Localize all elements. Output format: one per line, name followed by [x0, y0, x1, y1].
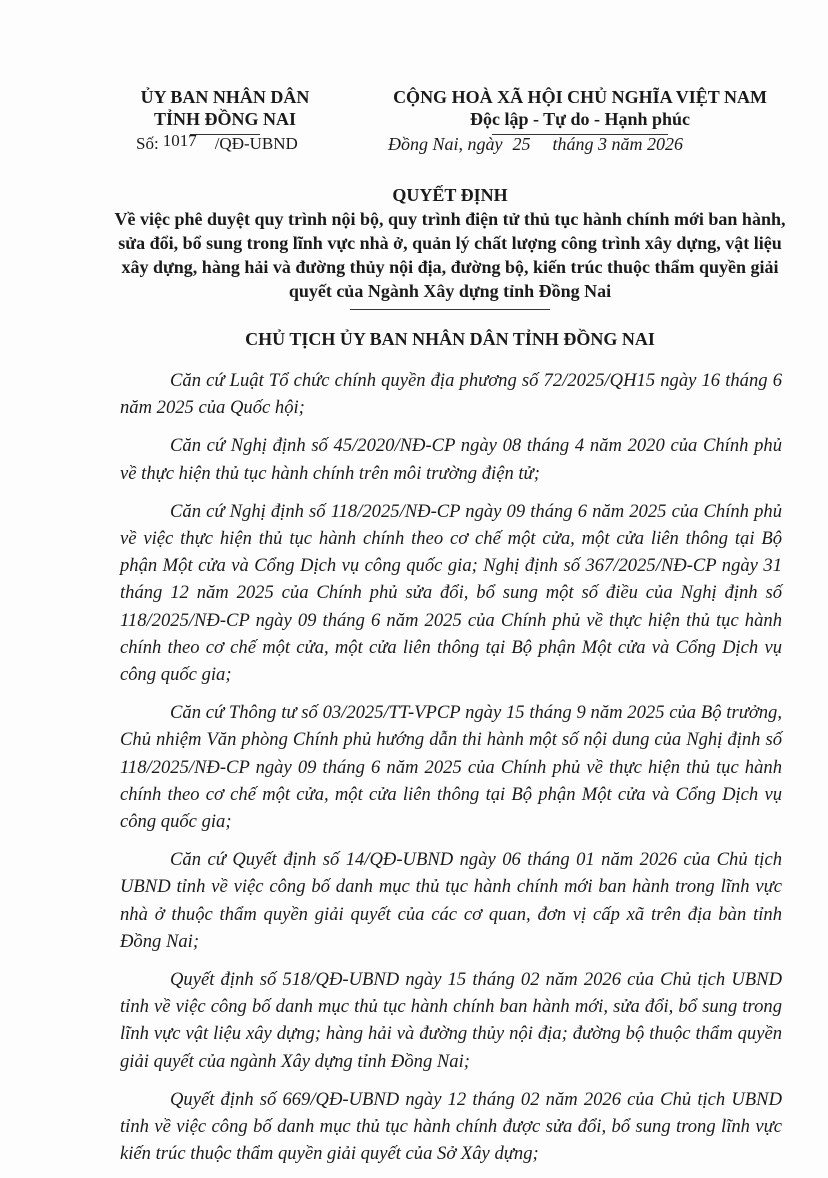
document-subtitle: [110, 207, 790, 310]
document-number: [136, 131, 298, 154]
date-prefix: Đồng Nai, ngày: [388, 134, 503, 154]
paragraph: Quyết định số 518/QĐ-UBND ngày 15 tháng 02 năm 2026 của Chủ tịch UBND tỉnh về việc công bố danh mục thủ tục hành chính ban hành mới, sửa đổi, bổ sung trong lĩnh vực vật liệu xây dựng; hàng hải và đường thủy nội địa; đường bộ thuộc thẩm quyền giải quyết của ngành Xây dựng tỉnh Đồng Nai;: [120, 969, 782, 1072]
number-label: Số:: [136, 134, 159, 153]
document-title: QUYẾT ĐỊNH: [392, 185, 508, 205]
document-date: [388, 134, 683, 155]
paragraph: Quyết định số 669/QĐ-UBND ngày 12 tháng 02 năm 2026 của Chủ tịch UBND tỉnh về việc công bố danh mục thủ tục hành chính được sửa đổi, bổ sung trong lĩnh vực kiến trúc thuộc thẩm quyền giải quyết của Sở Xây dựng;: [120, 1088, 782, 1165]
agency-line-1: ỦY BAN NHÂN DÂN: [140, 87, 310, 107]
paragraph: Căn cứ Luật Tổ chức chính quyền địa phương số 72/2025/QH15 ngày 16 tháng 6 năm 2025 của Quốc hội;: [120, 370, 782, 419]
paragraph: Căn cứ Quyết định số 14/QĐ-UBND ngày 06 tháng 01 năm 2026 của Chủ tịch UBND tỉnh về việc công bố danh mục thủ tục hành chính mới ban hành trong lĩnh vực nhà ở thuộc thẩm quyền giải quyết của các cơ quan, đơn vị cấp xã trên địa bàn tỉnh Đồng Nai;: [120, 849, 782, 952]
national-motto: [360, 86, 800, 135]
nation-line-1: CỘNG HOÀ XÃ HỘI CHỦ NGHĨA VIỆT NAM: [393, 87, 767, 107]
agency-line-2: TỈNH ĐỒNG NAI: [153, 109, 296, 129]
paragraph: Căn cứ Nghị định số 118/2025/NĐ-CP ngày 09 tháng 6 năm 2025 của Chính phủ về việc thực hiện thủ tục hành chính theo cơ chế một cửa, một cửa liên thông tại Bộ phận Một cửa và Cổng Dịch vụ công quốc gia; Nghị định số 367/2025/NĐ-CP ngày 31 tháng 12 năm 2025 của Chính phủ sửa đổi, bổ sung một số điều của Nghị định số 118/2025/NĐ-CP ngày 09 tháng 6 năm 2025 của Chính phủ về thực hiện thủ tục hành chính theo cơ chế một cửa, một cửa liên thông tại Bộ phận Một cửa và Cổng Dịch vụ công quốc gia;: [120, 500, 782, 686]
document-body: [120, 367, 782, 1178]
subtitle-text: Về việc phê duyệt quy trình nội bộ, quy trình điện tử thủ tục hành chính mới ban hành, sửa đổi, bổ sung trong lĩnh vực nhà ở, quản lý chất lượng công trình xây dựng, vật liệu xây dựng, hàng hải và đường thủy nội địa, đường bộ, kiến trúc thuộc thẩm quyền giải quyết của Ngành Xây dựng tỉnh Đồng Nai: [114, 209, 786, 301]
date-day: 25: [512, 134, 531, 154]
paragraph: Căn cứ Nghị định số 45/2020/NĐ-CP ngày 08 tháng 4 năm 2020 của Chính phủ về thực hiện thủ tục hành chính trên môi trường điện tử;: [120, 435, 782, 484]
number-value: 1017: [162, 131, 197, 150]
nation-line-2: Độc lập - Tự do - Hạnh phúc: [469, 109, 691, 129]
issuing-agency: [100, 86, 350, 135]
date-rest: tháng 3 năm 2026: [552, 134, 683, 154]
paragraph: Căn cứ Thông tư số 03/2025/TT-VPCP ngày 15 tháng 9 năm 2025 của Bộ trưởng, Chủ nhiệm Văn phòng Chính phủ hướng dẫn thi hành một số nội dung của Nghị định số 118/2025/NĐ-CP ngày 09 tháng 6 năm 2025 của Chính phủ về thực hiện thủ tục hành chính theo cơ chế một cửa, một cửa liên thông tại Bộ phận Một cửa và Cổng Dịch vụ công quốc gia;: [120, 702, 782, 833]
number-suffix: /QĐ-UBND: [214, 134, 298, 153]
subtitle-underline: [350, 309, 550, 310]
authority-heading: CHỦ TỊCH ỦY BAN NHÂN DÂN TỈNH ĐỒNG NAI: [245, 329, 655, 349]
